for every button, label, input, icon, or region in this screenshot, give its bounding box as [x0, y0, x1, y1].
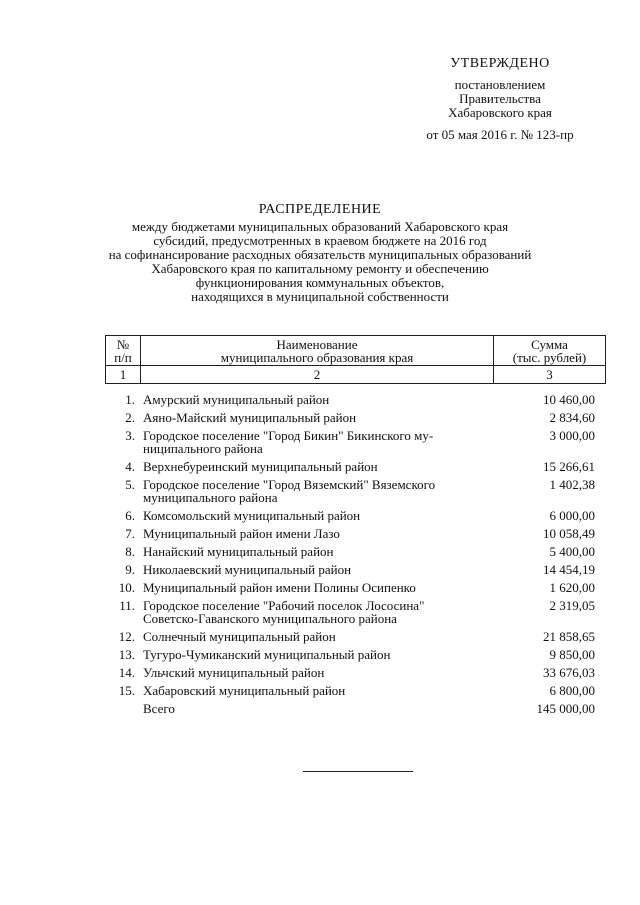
row-number: 6. — [125, 508, 135, 523]
row-name: Муниципальный район имени Лазо — [143, 526, 340, 541]
header-sum-line: (тыс. рублей) — [512, 349, 587, 365]
row-name: Хабаровский муниципальный район — [143, 683, 346, 698]
row-sum: 1 620,00 — [549, 580, 595, 595]
row-sum: 14 454,19 — [543, 562, 595, 577]
table-row — [105, 563, 595, 576]
row-name-line: Городское поселение "Город Вяземский" Вяземского — [143, 477, 436, 492]
row-name: Аяно-Майский муниципальный район — [143, 410, 357, 425]
column-number: 1 — [106, 366, 141, 384]
row-sum: 21 858,65 — [543, 629, 595, 644]
table-row — [105, 429, 595, 455]
row-number: 5. — [125, 477, 135, 492]
row-name-line: Советско-Гаванского муниципального района — [143, 611, 397, 626]
subtitle-line: между бюджетами муниципальных образований Хабаровского края — [131, 219, 509, 234]
row-name-line: Городское поселение "Город Бикин" Бикинского му- — [143, 428, 434, 443]
row-sum: 6 800,00 — [549, 683, 595, 698]
table-row — [105, 666, 595, 679]
row-sum: 2 319,05 — [549, 598, 595, 613]
header-number-line: п/п — [114, 349, 132, 365]
row-number: 8. — [125, 544, 135, 559]
row-number: 10. — [118, 580, 135, 595]
subtitle-line: на софинансирование расходных обязательств муниципальных образований — [108, 247, 532, 262]
row-sum: 3 000,00 — [549, 428, 595, 443]
header-number — [106, 336, 141, 366]
table-row — [105, 684, 595, 697]
row-name: Солнечный муниципальный район — [143, 629, 336, 644]
row-name-line: Городское поселение "Рабочий поселок Лососина" — [143, 598, 425, 613]
row-sum: 33 676,03 — [543, 665, 595, 680]
row-sum: 2 834,60 — [549, 410, 595, 425]
table-row — [105, 630, 595, 643]
row-number: 7. — [125, 526, 135, 541]
approval-line: постановлением — [454, 77, 546, 92]
header-sum — [494, 336, 606, 366]
approval-date: от 05 мая 2016 г. № 123-пр — [426, 127, 574, 142]
row-name: Ульчский муниципальный район — [143, 665, 325, 680]
row-name: Амурский муниципальный район — [143, 392, 330, 407]
row-number: 9. — [125, 562, 135, 577]
row-sum: 10 460,00 — [543, 392, 595, 407]
approval-line: Правительства — [459, 91, 541, 106]
row-sum: 9 850,00 — [549, 647, 595, 662]
row-name-line: муниципального района — [143, 490, 278, 505]
table-row — [105, 581, 595, 594]
table-body — [105, 393, 595, 720]
row-number: 12. — [118, 629, 135, 644]
row-number: 3. — [125, 428, 135, 443]
table-row — [105, 527, 595, 540]
column-number: 2 — [141, 366, 494, 384]
row-name — [143, 429, 488, 455]
header-name-line: муниципального образования края — [220, 349, 414, 365]
row-number: 13. — [118, 647, 135, 662]
total-label: Всего — [143, 701, 175, 716]
subtitle-line: находящихся в муниципальной собственности — [191, 289, 449, 304]
row-sum: 6 000,00 — [549, 508, 595, 523]
total-sum: 145 000,00 — [536, 701, 595, 716]
subtitle-line: субсидий, предусмотренных в краевом бюджете на 2016 год — [153, 233, 487, 248]
table-header — [105, 335, 606, 384]
table-row — [105, 460, 595, 473]
row-name-line: ниципального района — [143, 441, 263, 456]
row-sum: 10 058,49 — [543, 526, 595, 541]
signature-divider — [303, 771, 413, 772]
total-row — [105, 702, 595, 715]
row-name: Комсомольский муниципальный район — [143, 508, 361, 523]
table-row — [105, 599, 595, 625]
row-number: 2. — [125, 410, 135, 425]
header-number-line: № — [116, 336, 130, 352]
row-number: 11. — [119, 598, 135, 613]
header-sum-line: Сумма — [531, 336, 568, 352]
header-name-line: Наименование — [276, 336, 358, 352]
row-sum: 1 402,38 — [549, 477, 595, 492]
subtitle-line: функционирования коммунальных объектов, — [195, 275, 445, 290]
approval-heading: УТВЕРЖДЕНО — [450, 56, 550, 71]
row-name: Верхнебуреинский муниципальный район — [143, 459, 378, 474]
row-name — [143, 599, 488, 625]
row-number: 4. — [125, 459, 135, 474]
row-name: Тугуро-Чумиканский муниципальный район — [143, 647, 391, 662]
subtitle-line: Хабаровского края по капитальному ремонту и обеспечению — [151, 261, 489, 276]
row-name: Николаевский муниципальный район — [143, 562, 352, 577]
table-row — [105, 478, 595, 504]
table-row — [105, 411, 595, 424]
row-name — [143, 478, 488, 504]
table-row — [105, 648, 595, 661]
document-subtitle — [80, 220, 560, 304]
row-sum: 5 400,00 — [549, 544, 595, 559]
document-title: РАСПРЕДЕЛЕНИЕ — [258, 202, 382, 217]
table-row — [105, 393, 595, 406]
approval-line: Хабаровского края — [448, 105, 552, 120]
row-number: 14. — [118, 665, 135, 680]
approval-stamp — [400, 57, 600, 142]
row-number: 1. — [125, 392, 135, 407]
header-name — [141, 336, 494, 366]
column-number: 3 — [494, 366, 606, 384]
table-row — [105, 509, 595, 522]
table-row — [105, 545, 595, 558]
row-name: Муниципальный район имени Полины Осипенко — [143, 580, 416, 595]
row-sum: 15 266,61 — [543, 459, 595, 474]
row-name: Нанайский муниципальный район — [143, 544, 334, 559]
row-number: 15. — [118, 683, 135, 698]
